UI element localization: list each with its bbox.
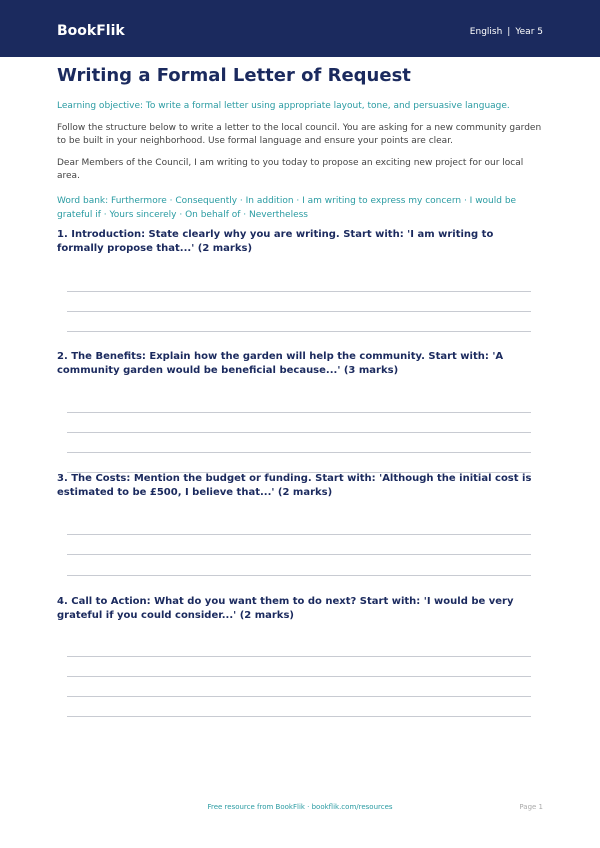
page-title: Writing a Formal Letter of Request [57,65,411,86]
instructions-text: Follow the structure below to write a letter to the local council. You are asking for a new community garden to be built in your neighborhood. Use formal language and ensure your points are clear. [57,123,542,146]
footer-source-link[interactable]: Free resource from BookFlik · bookflik.com/resources [207,803,393,811]
answer-line[interactable] [67,656,531,657]
question-3: 3. The Costs: Mention the budget or funding. Start with: 'Although the initial cost is estimated to be £500, I believe that...' (2 marks) [57,473,532,498]
answer-line[interactable] [67,696,531,697]
year-label: Year 5 [515,27,543,37]
header-meta [470,26,543,38]
answer-line[interactable] [67,331,531,332]
answer-line[interactable] [67,291,531,292]
answer-line[interactable] [67,534,531,535]
word-bank: Word bank: Furthermore · Consequently · In addition · I am writing to express my concern · I would be grateful if · Yours sincerely · On behalf of · Nevertheless [57,196,517,220]
answer-line[interactable] [67,311,531,312]
answer-line[interactable] [67,432,531,433]
answer-line[interactable] [67,452,531,453]
page-number: Page 1 [519,803,543,811]
answer-line[interactable] [67,676,531,677]
answer-line[interactable] [67,716,531,717]
meta-separator: | [507,27,511,37]
question-2: 2. The Benefits: Explain how the garden will help the community. Start with: 'A community garden would be beneficial because...' (3 marks) [57,351,504,376]
header-bar [0,0,600,57]
subject-label: English [469,27,503,37]
learning-objective: Learning objective: To write a formal letter using appropriate layout, tone, and persuasive language. [57,101,510,111]
answer-line[interactable] [67,412,531,413]
opening-line: Dear Members of the Council, I am writing to you today to propose an exciting new project for our local area. [57,158,524,181]
worksheet-intro [57,65,543,222]
answer-line[interactable] [67,554,531,555]
question-4: 4. Call to Action: What do you want them to do next? Start with: 'I would be very grateful if you could consider...' (2 marks) [57,596,514,621]
answer-line[interactable] [67,575,531,576]
question-1: 1. Introduction: State clearly why you are writing. Start with: 'I am writing to formally propose that...' (2 marks) [57,229,494,254]
brand-logo: BookFlik [57,23,125,39]
